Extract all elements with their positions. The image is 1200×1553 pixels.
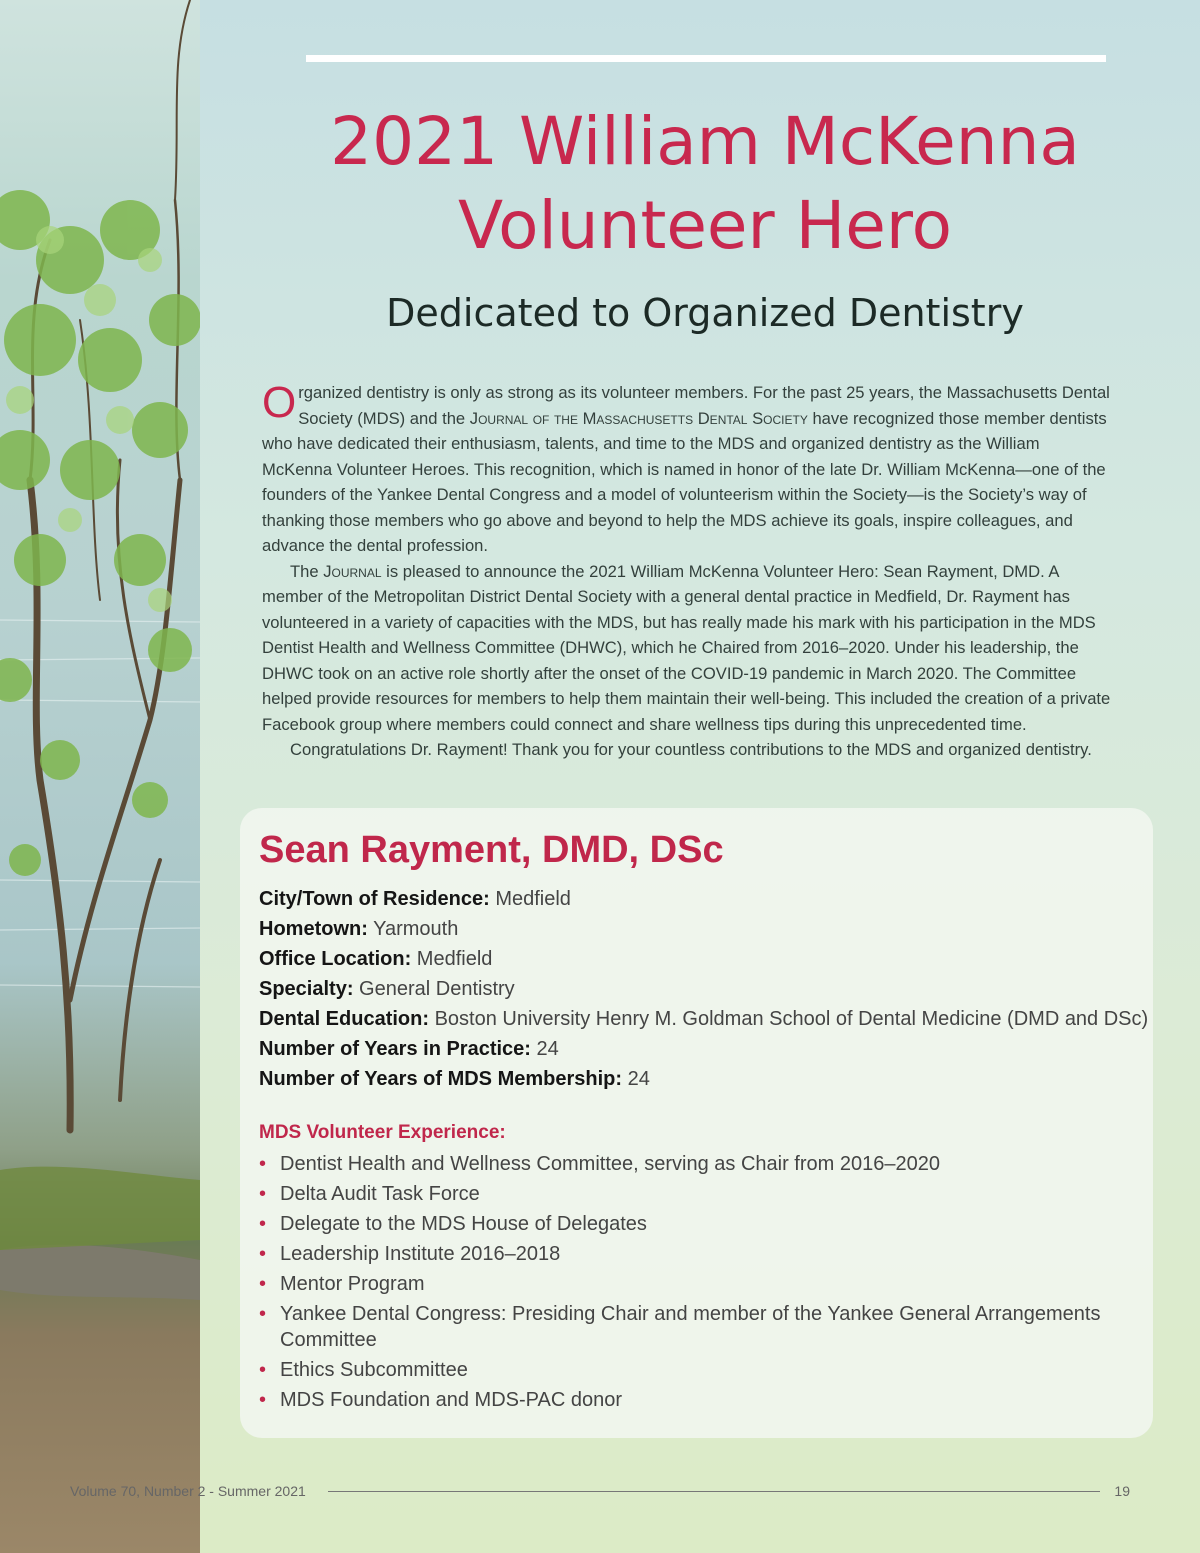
footer-rule (328, 1491, 1100, 1492)
fact-value: Medfield (416, 948, 493, 970)
title-line-2: Volunteer Hero (458, 187, 952, 264)
profile-name: Sean Rayment, DMD, DSc (259, 829, 724, 871)
bullet-icon: • (259, 1153, 267, 1175)
article-body (262, 380, 1114, 763)
issue-info: Volume 70, Number 2 - Summer 2021 (70, 1483, 306, 1499)
list-item-text: MDS Foundation and MDS-PAC donor (280, 1389, 623, 1411)
list-item-text: Yankee Dental Congress: Presiding Chair and member of the Yankee General Arrangements Committee (280, 1303, 1101, 1351)
list-item (259, 1357, 1119, 1383)
list-item (259, 1241, 1119, 1267)
p2-text-a: The (290, 561, 324, 581)
volunteer-heading: MDS Volunteer Experience: (259, 1122, 506, 1143)
nature-photo (0, 0, 200, 1553)
fact-value: 24 (536, 1038, 559, 1060)
list-item-text: Ethics Subcommittee (280, 1359, 468, 1381)
fact-value: 24 (627, 1068, 650, 1090)
p2-text-b: is pleased to announce the 2021 William McKenna Volunteer Hero: Sean Rayment, DMD. A member of the Metropolitan District Dental Society with a general dental practice in Medfield, Dr. Rayment has volunteered in a variety of capacities with the MDS, but has really made his mark with his participation in the MDS Dentist Health and Wellness Committee (DHWC), which he Chaired from 2016–2020. Under his leadership, the DHWC took on an active role shortly after the onset of the COVID-19 pandemic in March 2020. The Committee helped provide resources for members to help them maintain their well-being. This included the creation of a private Facebook group where members could connect and share wellness tips during this unprecedented time. (262, 561, 1111, 734)
fact-item (259, 914, 1148, 944)
fact-item (259, 1004, 1148, 1034)
list-item (259, 1387, 1119, 1413)
fact-item (259, 884, 1148, 914)
bullet-icon: • (259, 1213, 267, 1235)
list-item-text: Mentor Program (280, 1273, 425, 1295)
journal-name: Journal of the Massachusetts Dental Society (469, 408, 808, 428)
list-item-text: Dentist Health and Wellness Committee, serving as Chair from 2016–2020 (280, 1153, 940, 1175)
fact-label: Hometown: (259, 918, 368, 940)
bullet-icon: • (259, 1303, 267, 1325)
fact-label: City/Town of Residence: (259, 888, 490, 910)
list-item (259, 1151, 1119, 1177)
volunteer-list (259, 1151, 1119, 1417)
list-item (259, 1271, 1119, 1297)
fact-item (259, 1034, 1148, 1064)
title-line-1: 2021 William McKenna (330, 103, 1080, 180)
journal-short-name: Journal (323, 561, 382, 581)
fact-label: Office Location: (259, 948, 412, 970)
page-number: 19 (1114, 1483, 1130, 1499)
fact-item (259, 974, 1148, 1004)
fact-value: General Dentistry (359, 978, 515, 1000)
profile-card (240, 808, 1153, 1438)
fact-label: Specialty: (259, 978, 354, 1000)
bullet-icon: • (259, 1183, 267, 1205)
article-paragraph-2 (262, 559, 1114, 738)
page-title (250, 100, 1160, 268)
bullet-icon: • (259, 1273, 267, 1295)
fact-label: Number of Years in Practice: (259, 1038, 531, 1060)
p1-text-a: rganized dentistry is only as strong as its volunteer members. For the past 25 years, the Massachusetts Dental Society (MDS) and the (298, 383, 1110, 428)
fact-value: Medfield (495, 888, 571, 910)
list-item (259, 1301, 1119, 1353)
article-paragraph-1 (262, 380, 1114, 559)
page-footer (70, 1480, 1130, 1502)
profile-facts (259, 884, 1148, 1094)
fact-label: Dental Education: (259, 1008, 430, 1030)
page-subtitle: Dedicated to Organized Dentistry (386, 291, 1024, 335)
fact-item (259, 1064, 1148, 1094)
top-rule (306, 55, 1106, 62)
fact-value: Yarmouth (373, 918, 459, 940)
drop-cap: O (262, 378, 297, 427)
list-item-text: Delegate to the MDS House of Delegates (280, 1213, 647, 1235)
fact-label: Number of Years of MDS Membership: (259, 1068, 623, 1090)
p1-text-b: have recognized those member dentists who have dedicated their enthusiasm, talents, and time to the MDS and organized dentistry as the William McKenna Volunteer Heroes. This recognition, which is named in honor of the late Dr. William McKenna—one of the founders of the Yankee Dental Congress and a model of volunteerism within the Society—is the Society’s way of thanking those members who go above and beyond to help the MDS achieve its goals, inspire colleagues, and advance the dental profession. (262, 408, 1107, 555)
tree-illustration (0, 0, 200, 1553)
fact-item (259, 944, 1148, 974)
list-item-text: Leadership Institute 2016–2018 (280, 1243, 561, 1265)
list-item-text: Delta Audit Task Force (280, 1183, 480, 1205)
fact-value: Boston University Henry M. Goldman School of Dental Medicine (DMD and DSc) (434, 1008, 1149, 1030)
bullet-icon: • (259, 1359, 267, 1381)
article-paragraph-3: Congratulations Dr. Rayment! Thank you for your countless contributions to the MDS and organized dentistry. (290, 740, 1092, 759)
list-item (259, 1181, 1119, 1207)
bullet-icon: • (259, 1243, 267, 1265)
list-item (259, 1211, 1119, 1237)
bullet-icon: • (259, 1389, 267, 1411)
